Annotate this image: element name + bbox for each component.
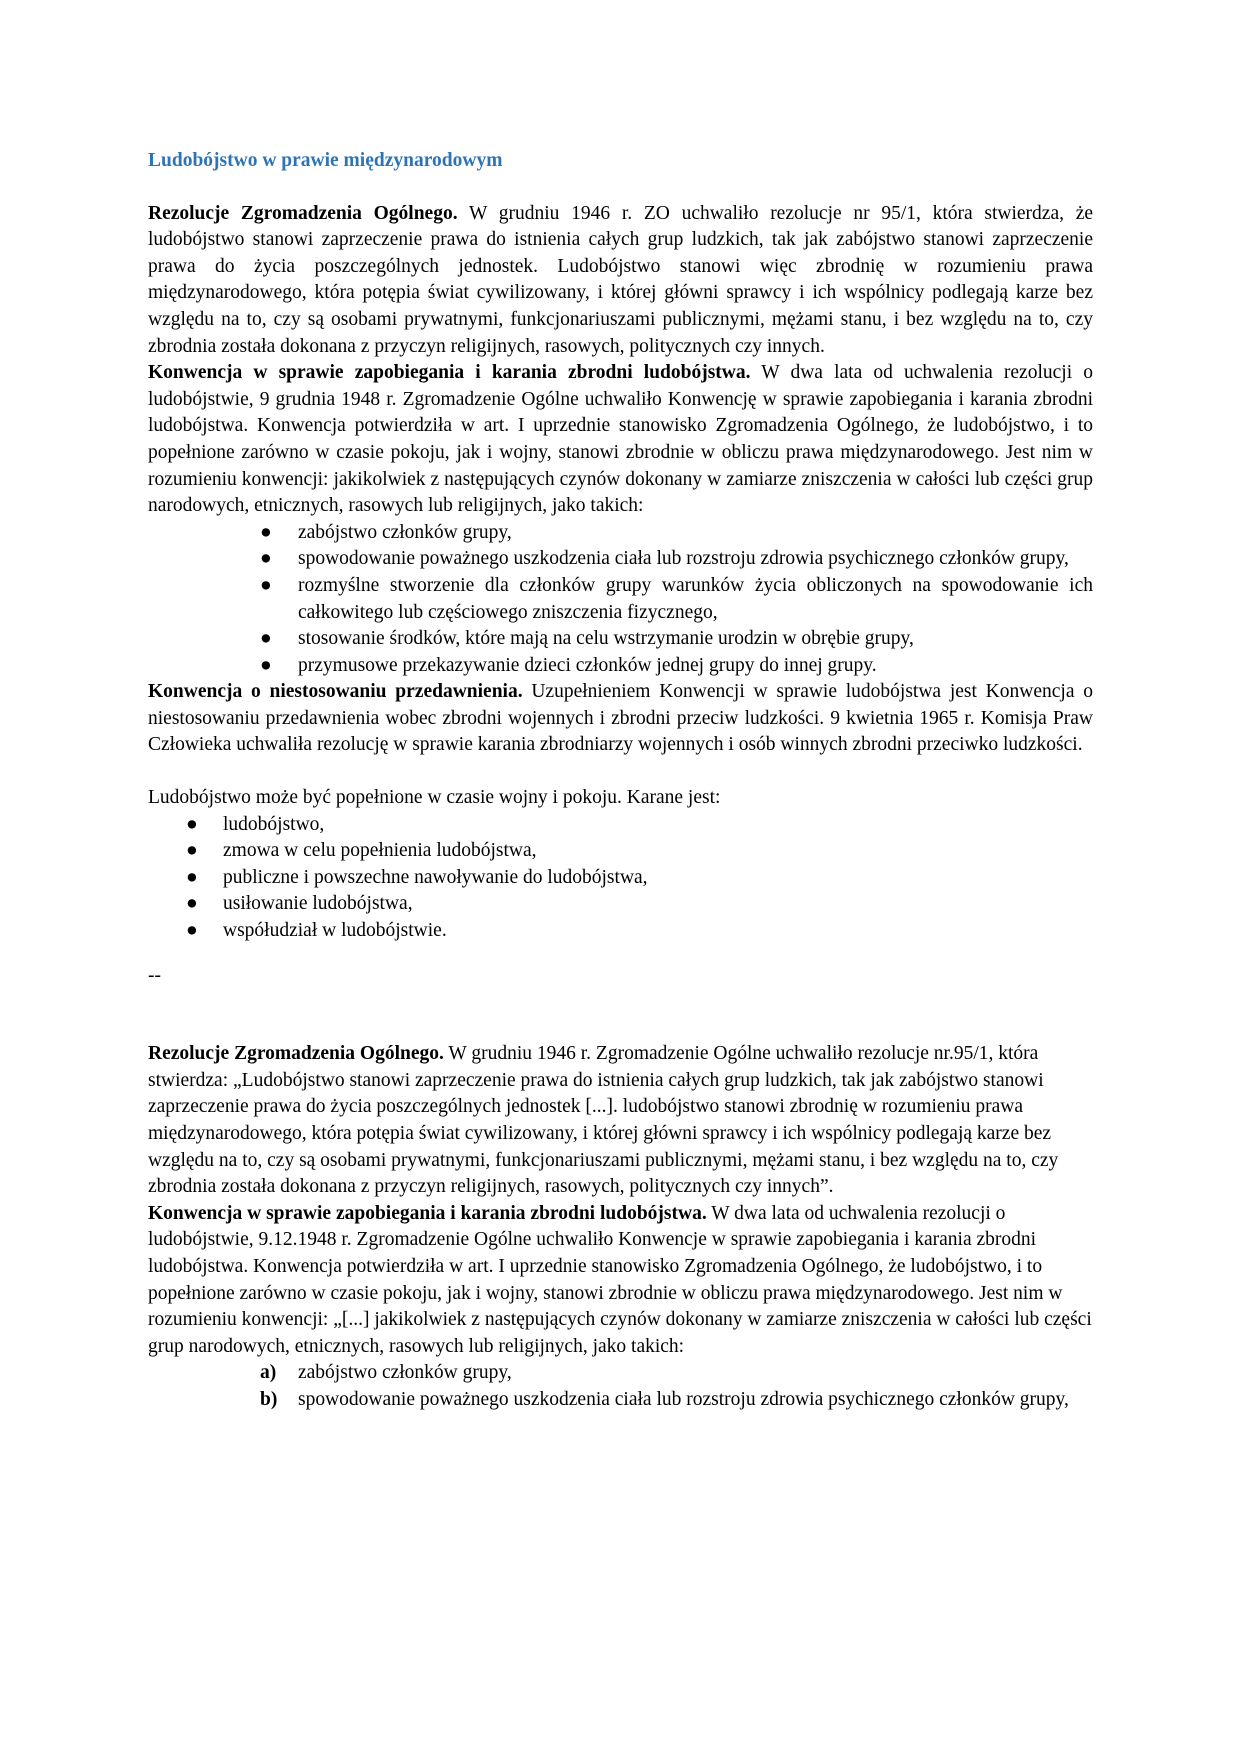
paragraph-body: W dwa lata od uchwalenia rezolucji o ludobójstwie, 9 grudnia 1948 r. Zgromadzenie Ogólne uchwaliło Konwencję w sprawie zapobiegania i karania zbrodni ludobójstwa. Konwencja potwierdziła w art. I uprzednie stanowisko Zgromadzenia Ogólnego, że ludobójstwo, i to popełnione zarówno w czasie pokoju, jak i wojny, stanowi zbrodnie w obliczu prawa międzynarodowego. Jest nim w rozumieniu konwencji: jakikolwiek z następujących czynów dokonany w zamiarze zniszczenia w całości lub części grup narodowych, etnicznych, rasowych lub religijnych, jako takich: — [148, 362, 1093, 517]
list-item: ● stosowanie środków, które mają na celu wstrzymanie urodzin w obrębie grupy, — [148, 626, 1093, 653]
document-page — [148, 140, 1093, 1414]
list-letter: b) — [260, 1388, 278, 1410]
bullet-icon: ● — [260, 574, 272, 596]
list-item: ● zabójstwo członków grupy, — [148, 520, 1093, 547]
list-item: a) zabójstwo członków grupy, — [148, 1360, 1093, 1387]
list-item: ● rozmyślne stworzenie dla członków grupy warunków życia obliczonych na spowodowanie ich całkowitego lub częściowego zniszczenia fizycznego, — [260, 574, 1093, 623]
paragraph-statute-limitations — [148, 679, 1093, 759]
paragraph-convention-genocide — [148, 360, 1093, 520]
list-item: ● przymusowe przekazywanie dzieci członków jednej grupy do innej grupy. — [148, 653, 1093, 680]
document-title: Ludobójstwo w prawie międzynarodowym — [148, 150, 503, 171]
paragraph-heading: Konwencja w sprawie zapobiegania i karania zbrodni ludobójstwa. — [148, 1202, 707, 1224]
paragraph-punishable: Ludobójstwo może być popełnione w czasie wojny i pokoju. Karane jest: — [148, 787, 721, 809]
paragraph-resolutions-2 — [148, 1041, 1093, 1201]
list-item: ● zmowa w celu popełnienia ludobójstwa, — [148, 838, 1093, 865]
paragraph-body: W dwa lata od uchwalenia rezolucji o ludobójstwie, 9.12.1948 r. Zgromadzenie Ogólne uchwaliło Konwencje w sprawie zapobiegania i karania zbrodni ludobójstwa. Konwencja potwierdziła w art. I uprzednie stanowisko Zgromadzenia Ogólnego, że ludobójstwo, i to popełnione zarówno w czasie pokoju, jak i wojny, stanowi zbrodnie w obliczu prawa międzynarodowego. Jest nim w rozumieniu konwencji: „[...] jakikolwiek z następujących czynów dokonany w zamiarze zniszczenia w całości lub części grup narodowych, etnicznych, rasowych lub religijnych, jako takich: — [148, 1202, 1092, 1357]
bullet-icon: ● — [186, 866, 198, 888]
paragraph-heading: Konwencja w sprawie zapobiegania i karania zbrodni ludobójstwa. — [148, 362, 751, 384]
paragraph-resolutions — [148, 201, 1093, 361]
paragraph-heading: Konwencja o niestosowaniu przedawnienia. — [148, 681, 523, 703]
paragraph-heading: Rezolucje Zgromadzenia Ogólnego. — [148, 1043, 444, 1065]
bullet-icon: ● — [260, 654, 272, 676]
list-item: b) spowodowanie poważnego uszkodzenia ciała lub rozstroju zdrowia psychicznego członków grupy, — [148, 1387, 1093, 1414]
paragraph-heading: Rezolucje Zgromadzenia Ogólnego. — [148, 202, 458, 224]
bullet-icon: ● — [186, 920, 198, 942]
genocide-acts-list — [148, 520, 1093, 680]
bullet-icon: ● — [260, 548, 272, 570]
list-item: ● współudział w ludobójstwie. — [148, 918, 1093, 945]
paragraph-body: W grudniu 1946 r. ZO uchwaliło rezolucje nr 95/1, która stwierdza, że ludobójstwo stanowi zaprzeczenie prawa do istnienia całych grup ludzkich, tak jak zabójstwo stanowi zaprzeczenie prawa do życia poszczególnych jednostek. Ludobójstwo stanowi więc zbrodnię w rozumieniu prawa międzynarodowego, która potępia świat cywilizowany, i której główni sprawcy i ich wspólnicy podlegają karze bez względu na to, czy są osobami prywatnymi, funkcjonariuszami publicznymi, mężami stanu, i bez względu na to, czy zbrodnia została dokonana z przyczyn religijnych, rasowych, politycznych czy innych. — [148, 202, 1094, 357]
paragraph-convention-genocide-2 — [148, 1201, 1093, 1361]
list-item: ● usiłowanie ludobójstwa, — [148, 891, 1093, 918]
list-letter: a) — [260, 1362, 277, 1384]
list-item: ● publiczne i powszechne nawoływanie do ludobójstwa, — [148, 865, 1093, 892]
bullet-icon: ● — [186, 813, 198, 835]
paragraph-body: Uzupełnieniem Konwencji w sprawie ludobójstwa jest Konwencja o niestosowaniu przedawnienia wobec zbrodni wojennych i zbrodni przeciw ludzkości. 9 kwietnia 1965 r. Komisja Praw Człowieka uchwaliła rezolucję w sprawie karania zbrodniarzy wojennych i osób winnych zbrodni przeciwko ludzkości. — [148, 681, 1093, 756]
bullet-icon: ● — [186, 893, 198, 915]
bullet-icon: ● — [186, 840, 198, 862]
paragraph-body: W grudniu 1946 r. Zgromadzenie Ogólne uchwaliło rezolucje nr.95/1, która stwierdza: „Ludobójstwo stanowi zaprzeczenie prawa do istnienia całych grup ludzkich, tak jak zabójstwo stanowi zaprzeczenie prawa do życia poszczególnych jednostek [...]. ludobójstwo stanowi zbrodnię w rozumieniu prawa międzynarodowego, która potępia świat cywilizowany, i której główni sprawcy i ich wspólnicy podlegają karze bez względu na to, czy są osobami prywatnymi, funkcjonariuszami publicznymi, mężami stanu, i bez względu na to, czy zbrodnia została dokonana z przyczyn religijnych, rasowych, politycznych czy innych”. — [148, 1043, 1059, 1198]
punishable-acts-list — [148, 812, 1093, 945]
list-item: ● ludobójstwo, — [148, 812, 1093, 839]
genocide-acts-lettered-list — [148, 1360, 1093, 1413]
bullet-icon: ● — [260, 628, 272, 650]
bullet-icon: ● — [260, 521, 272, 543]
list-item: ● spowodowanie poważnego uszkodzenia ciała lub rozstroju zdrowia psychicznego członków grupy, — [148, 546, 1093, 573]
separator: -- — [148, 964, 161, 986]
